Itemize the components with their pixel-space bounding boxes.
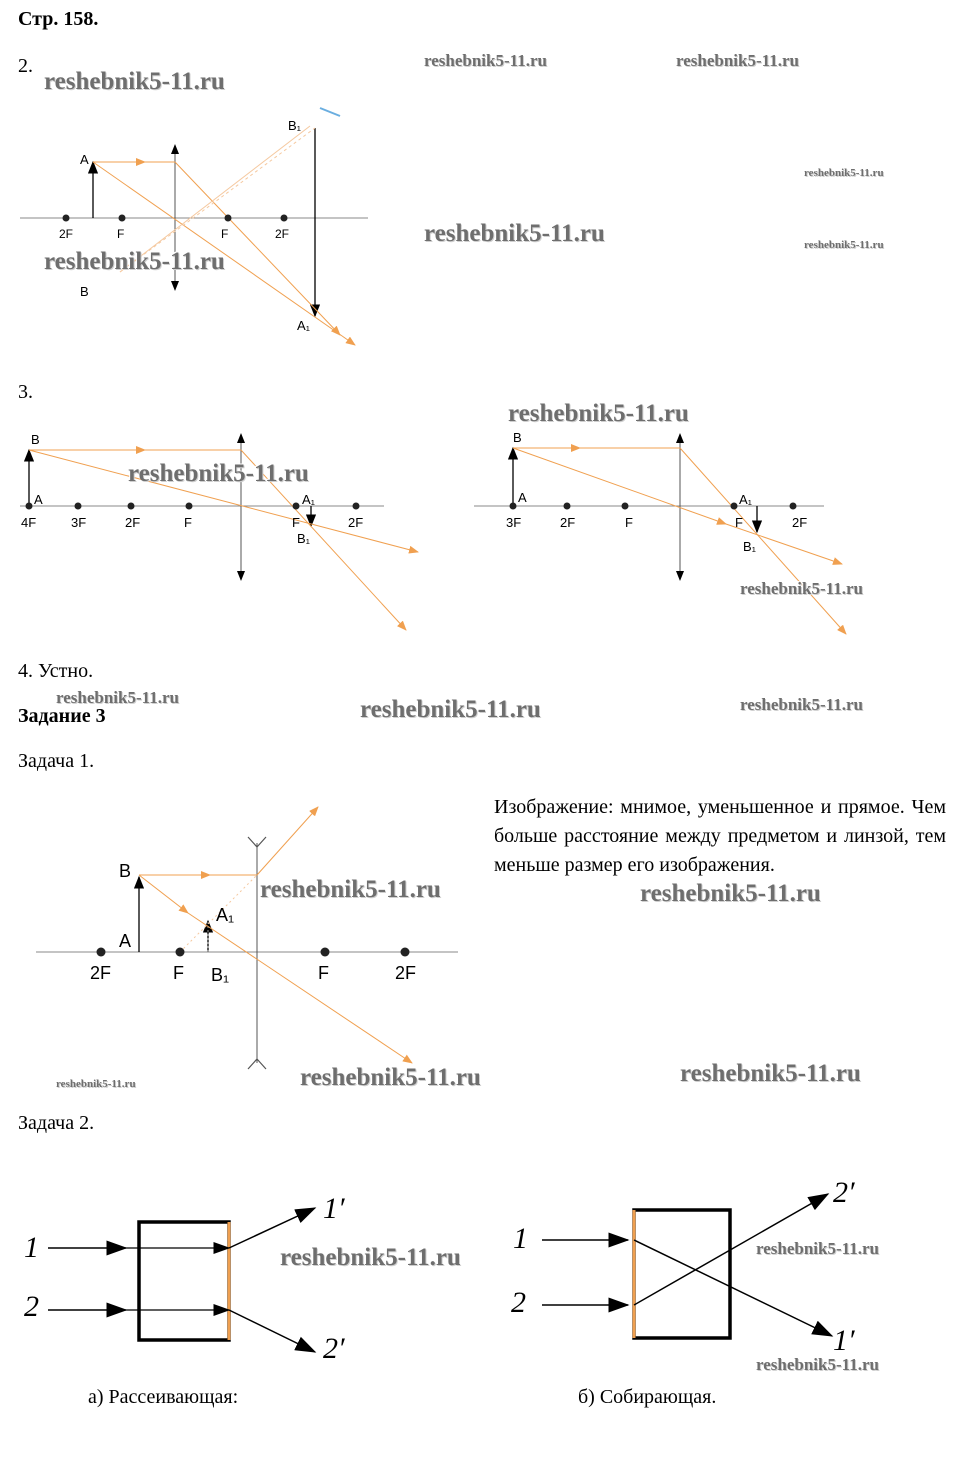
label-a: A — [518, 490, 527, 505]
label-a: A — [119, 931, 132, 951]
blue-arrow-icon — [320, 108, 340, 116]
watermark: reshebnik5-11.ru — [424, 220, 605, 247]
ray — [188, 913, 412, 1063]
assignment3-heading: Задание 3 — [18, 705, 106, 727]
problem2-label: Задача 2. — [18, 1112, 95, 1134]
label-2f-left: 2F — [125, 515, 141, 530]
watermark: reshebnik5-11.ru — [424, 51, 547, 70]
label-f-left: F — [173, 963, 184, 983]
label-a1: A₁ — [297, 318, 311, 333]
watermark: reshebnik5-11.ru — [44, 248, 225, 275]
watermark: reshebnik5-11.ru — [280, 1244, 461, 1271]
label-3f: 3F — [71, 515, 87, 530]
box-converging — [542, 1194, 832, 1338]
label-b: B — [31, 432, 40, 447]
box-a-label-2: 2 — [24, 1290, 39, 1323]
box-b-label-2-prime: 2′ — [833, 1176, 855, 1209]
label-f-right: F — [735, 515, 743, 530]
label-a: A — [34, 492, 43, 507]
ray — [257, 807, 318, 875]
label-a1: A₁ — [216, 905, 235, 925]
task2-lens-diagram — [0, 90, 470, 360]
label-b: B — [119, 861, 132, 881]
problem1-label: Задача 1. — [18, 750, 95, 772]
box-a-label-1-prime: 1′ — [323, 1192, 345, 1225]
problem1-diverging-lens-diagram — [20, 795, 470, 1075]
task3-label: 3. — [18, 381, 33, 403]
label-f-left: F — [625, 515, 633, 530]
problem1-answer: Изображение: мнимое, уменьшенное и прямое. Чем больше расстояние между предметом и линзой, тем меньше размер его изображения. — [494, 796, 946, 876]
box-a-label-1: 1 — [24, 1231, 39, 1264]
label-a1: A₁ — [739, 492, 753, 507]
label-b: B — [513, 430, 522, 445]
box-b-label-1: 1 — [513, 1222, 528, 1255]
label-2f-right: 2F — [275, 227, 290, 241]
watermark: reshebnik5-11.ru — [740, 695, 863, 714]
watermark: reshebnik5-11.ru — [128, 460, 309, 487]
watermark: reshebnik5-11.ru — [56, 688, 179, 707]
label-2f-left: 2F — [90, 963, 112, 983]
label-f-left: F — [117, 227, 125, 241]
caption-converging: б) Собирающая. — [578, 1386, 717, 1408]
box-b-label-2: 2 — [511, 1286, 526, 1319]
watermark: reshebnik5-11.ru — [56, 1078, 136, 1090]
task3-lens-diagram-left — [0, 420, 470, 640]
label-2f-left: 2F — [59, 227, 74, 241]
label-3f: 3F — [506, 515, 522, 530]
label-a: A — [80, 152, 89, 167]
watermark: reshebnik5-11.ru — [260, 876, 441, 903]
task3-lens-diagram-right — [470, 420, 890, 640]
watermark: reshebnik5-11.ru — [360, 696, 541, 723]
label-4f: 4F — [21, 515, 37, 530]
label-f-right: F — [221, 227, 229, 241]
label-b: B — [80, 284, 89, 299]
label-f-right: F — [292, 515, 300, 530]
watermark: reshebnik5-11.ru — [508, 400, 689, 427]
label-2f-left: 2F — [560, 515, 576, 530]
label-b1: B₁ — [743, 539, 757, 554]
box-b-label-1-prime: 1′ — [833, 1324, 855, 1357]
watermark: reshebnik5-11.ru — [804, 239, 884, 251]
label-2f-right: 2F — [792, 515, 808, 530]
page-header: Стр. 158. — [18, 8, 99, 30]
label-b1: B₁ — [288, 118, 302, 133]
watermark: reshebnik5-11.ru — [680, 1060, 861, 1087]
caption-diverging: а) Рассеивающая: — [88, 1386, 239, 1408]
label-f-right: F — [318, 963, 329, 983]
watermark: reshebnik5-11.ru — [740, 579, 863, 598]
label-2f-right: 2F — [395, 963, 417, 983]
watermark: reshebnik5-11.ru — [756, 1355, 879, 1374]
label-b1: B₁ — [297, 531, 311, 546]
label-b1: B₁ — [211, 965, 230, 985]
box-diverging — [48, 1208, 315, 1352]
watermark: reshebnik5-11.ru — [640, 880, 821, 907]
watermark: reshebnik5-11.ru — [300, 1064, 481, 1091]
watermark: reshebnik5-11.ru — [676, 51, 799, 70]
label-2f-right: 2F — [348, 515, 364, 530]
watermark: reshebnik5-11.ru — [44, 68, 225, 95]
watermark: reshebnik5-11.ru — [756, 1239, 879, 1258]
problem2-lens-boxes — [0, 1160, 958, 1370]
task4-text: 4. Устно. — [18, 660, 94, 682]
box-a-label-2-prime: 2′ — [323, 1332, 345, 1365]
task2-label: 2. — [18, 55, 33, 77]
ray — [680, 448, 846, 634]
ray — [513, 448, 726, 524]
label-f-left: F — [184, 515, 192, 530]
label-a1: A₁ — [302, 492, 316, 507]
watermark: reshebnik5-11.ru — [804, 167, 884, 179]
ray — [139, 875, 188, 913]
